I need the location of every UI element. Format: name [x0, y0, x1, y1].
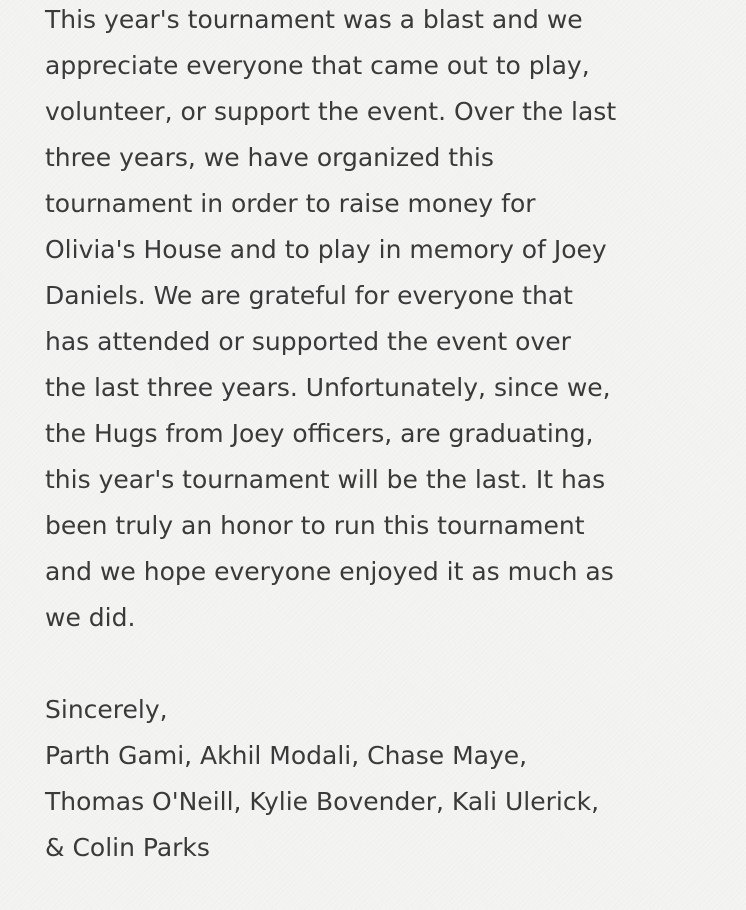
body-line: This year's tournament was a blast and we	[45, 5, 583, 34]
body-line: the Hugs from Joey officers, are graduating,	[45, 419, 594, 448]
paragraph-spacer	[45, 641, 725, 687]
body-line: tournament in order to raise money for	[45, 189, 536, 218]
body-line: and we hope everyone enjoyed it as much as	[45, 557, 614, 586]
signature-line: Thomas O'Neill, Kylie Bovender, Kali Ulerick,	[45, 787, 600, 816]
body-line: Olivia's House and to play in memory of Joey	[45, 235, 607, 264]
body-line: been truly an honor to run this tournament	[45, 511, 585, 540]
body-line: this year's tournament will be the last. It has	[45, 465, 606, 494]
body-line: has attended or supported the event over	[45, 327, 571, 356]
note-text	[45, 0, 725, 871]
signature-line: Parth Gami, Akhil Modali, Chase Maye,	[45, 741, 528, 770]
body-line: three years, we have organized this	[45, 143, 494, 172]
body-line: Daniels. We are grateful for everyone that	[45, 281, 573, 310]
signature-line: & Colin Parks	[45, 833, 210, 862]
body-line: the last three years. Unfortunately, since we,	[45, 373, 611, 402]
body-line: volunteer, or support the event. Over the last	[45, 97, 617, 126]
body-line: we did.	[45, 603, 136, 632]
closing-line: Sincerely,	[45, 695, 168, 724]
body-line: appreciate everyone that came out to play,	[45, 51, 590, 80]
